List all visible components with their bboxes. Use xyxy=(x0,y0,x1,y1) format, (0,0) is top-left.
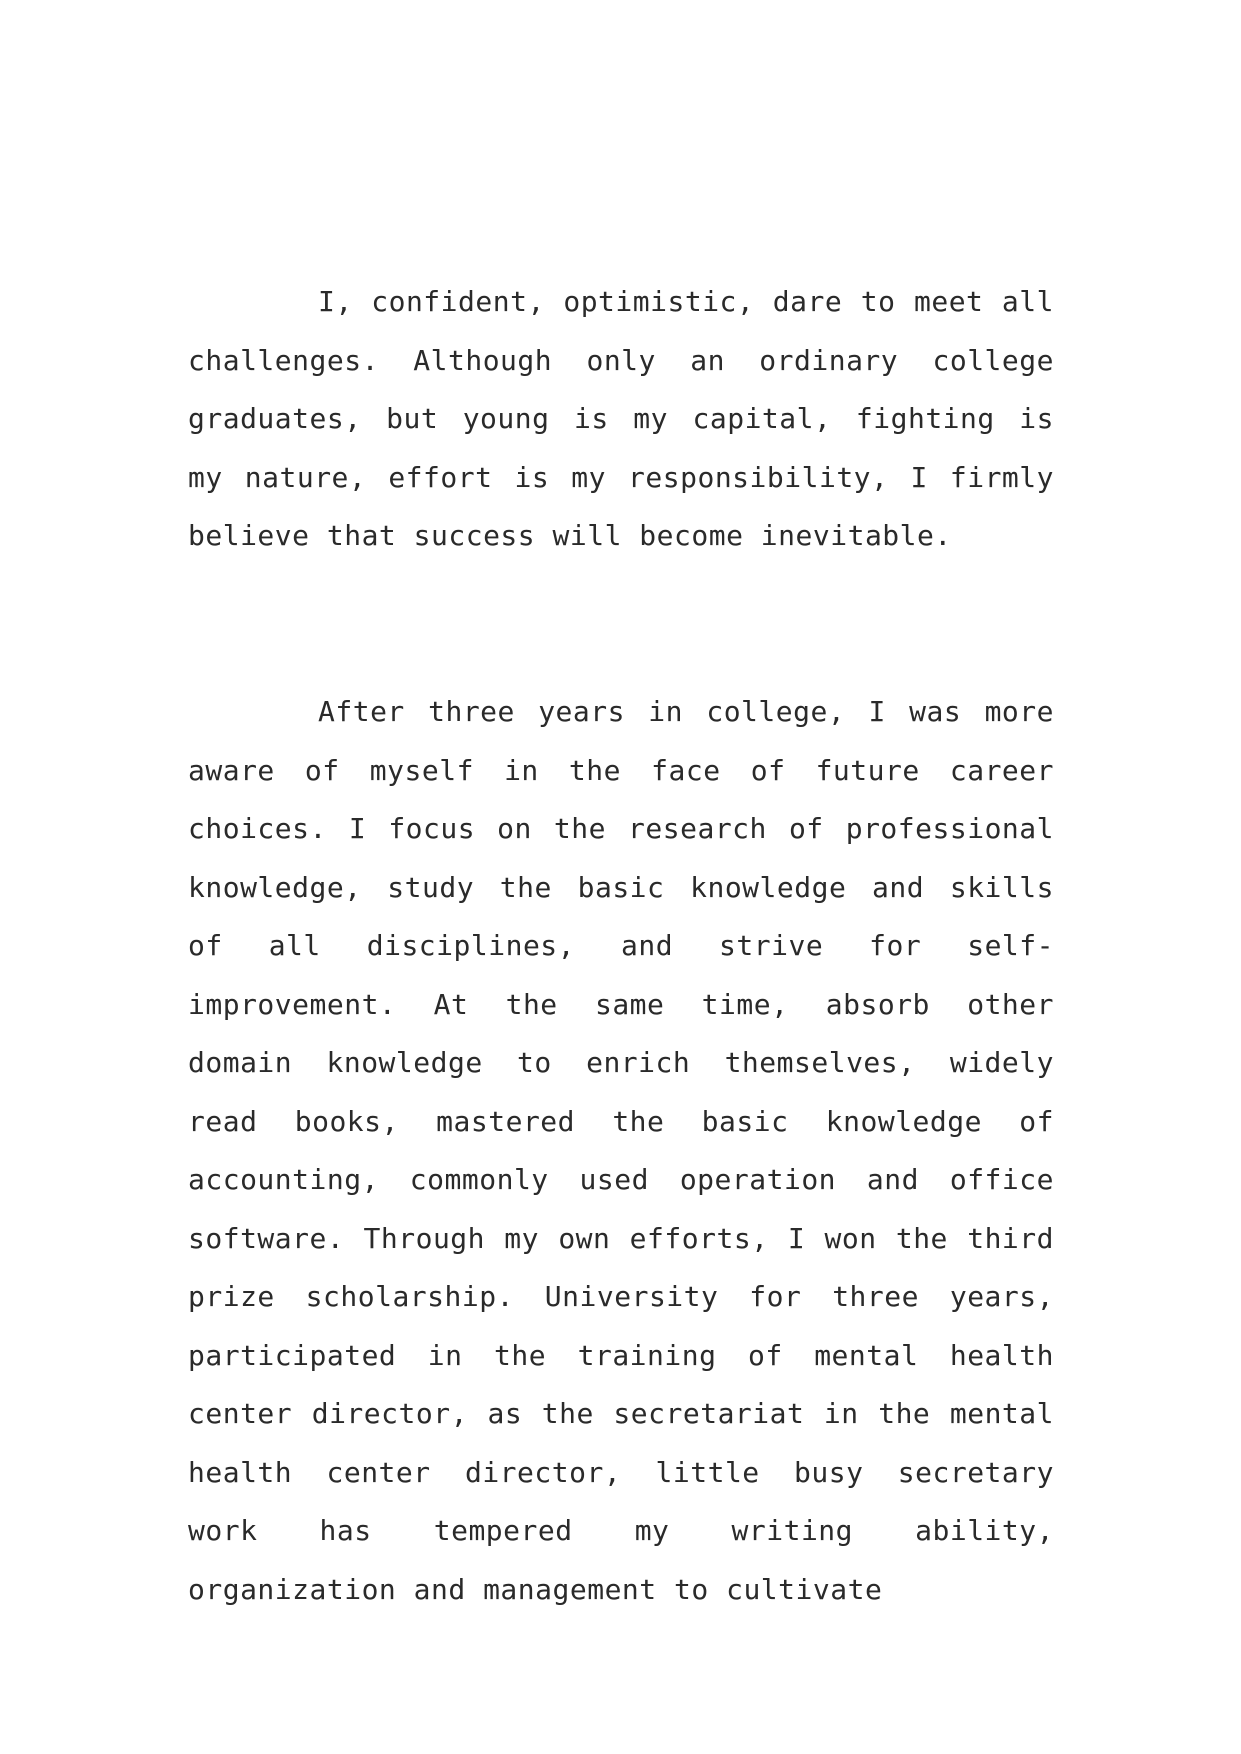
paragraph-college-experience: After three years in college, I was more aware of myself in the face of future career choices. I focus on the research of professional knowledge, study the basic knowledge and skills of all disciplines, and strive for self-improvement. At the same time, absorb other domain knowledge to enrich themselves, widely read books, mastered the basic knowledge of accounting, commonly used operation and office software. Through my own efforts, I won the third prize scholarship. University for three years, participated in the training of mental health center director, as the secretariat in the mental health center director, little busy secretary work has tempered my writing ability, organization and management to cultivate xyxy=(188,695,1054,1606)
paragraph-self-introduction: I, confident, optimistic, dare to meet all challenges. Although only an ordinary college graduates, but young is my capital, fighting is my nature, effort is my responsibility, I firmly believe that success will become inevitable. xyxy=(188,285,1054,552)
